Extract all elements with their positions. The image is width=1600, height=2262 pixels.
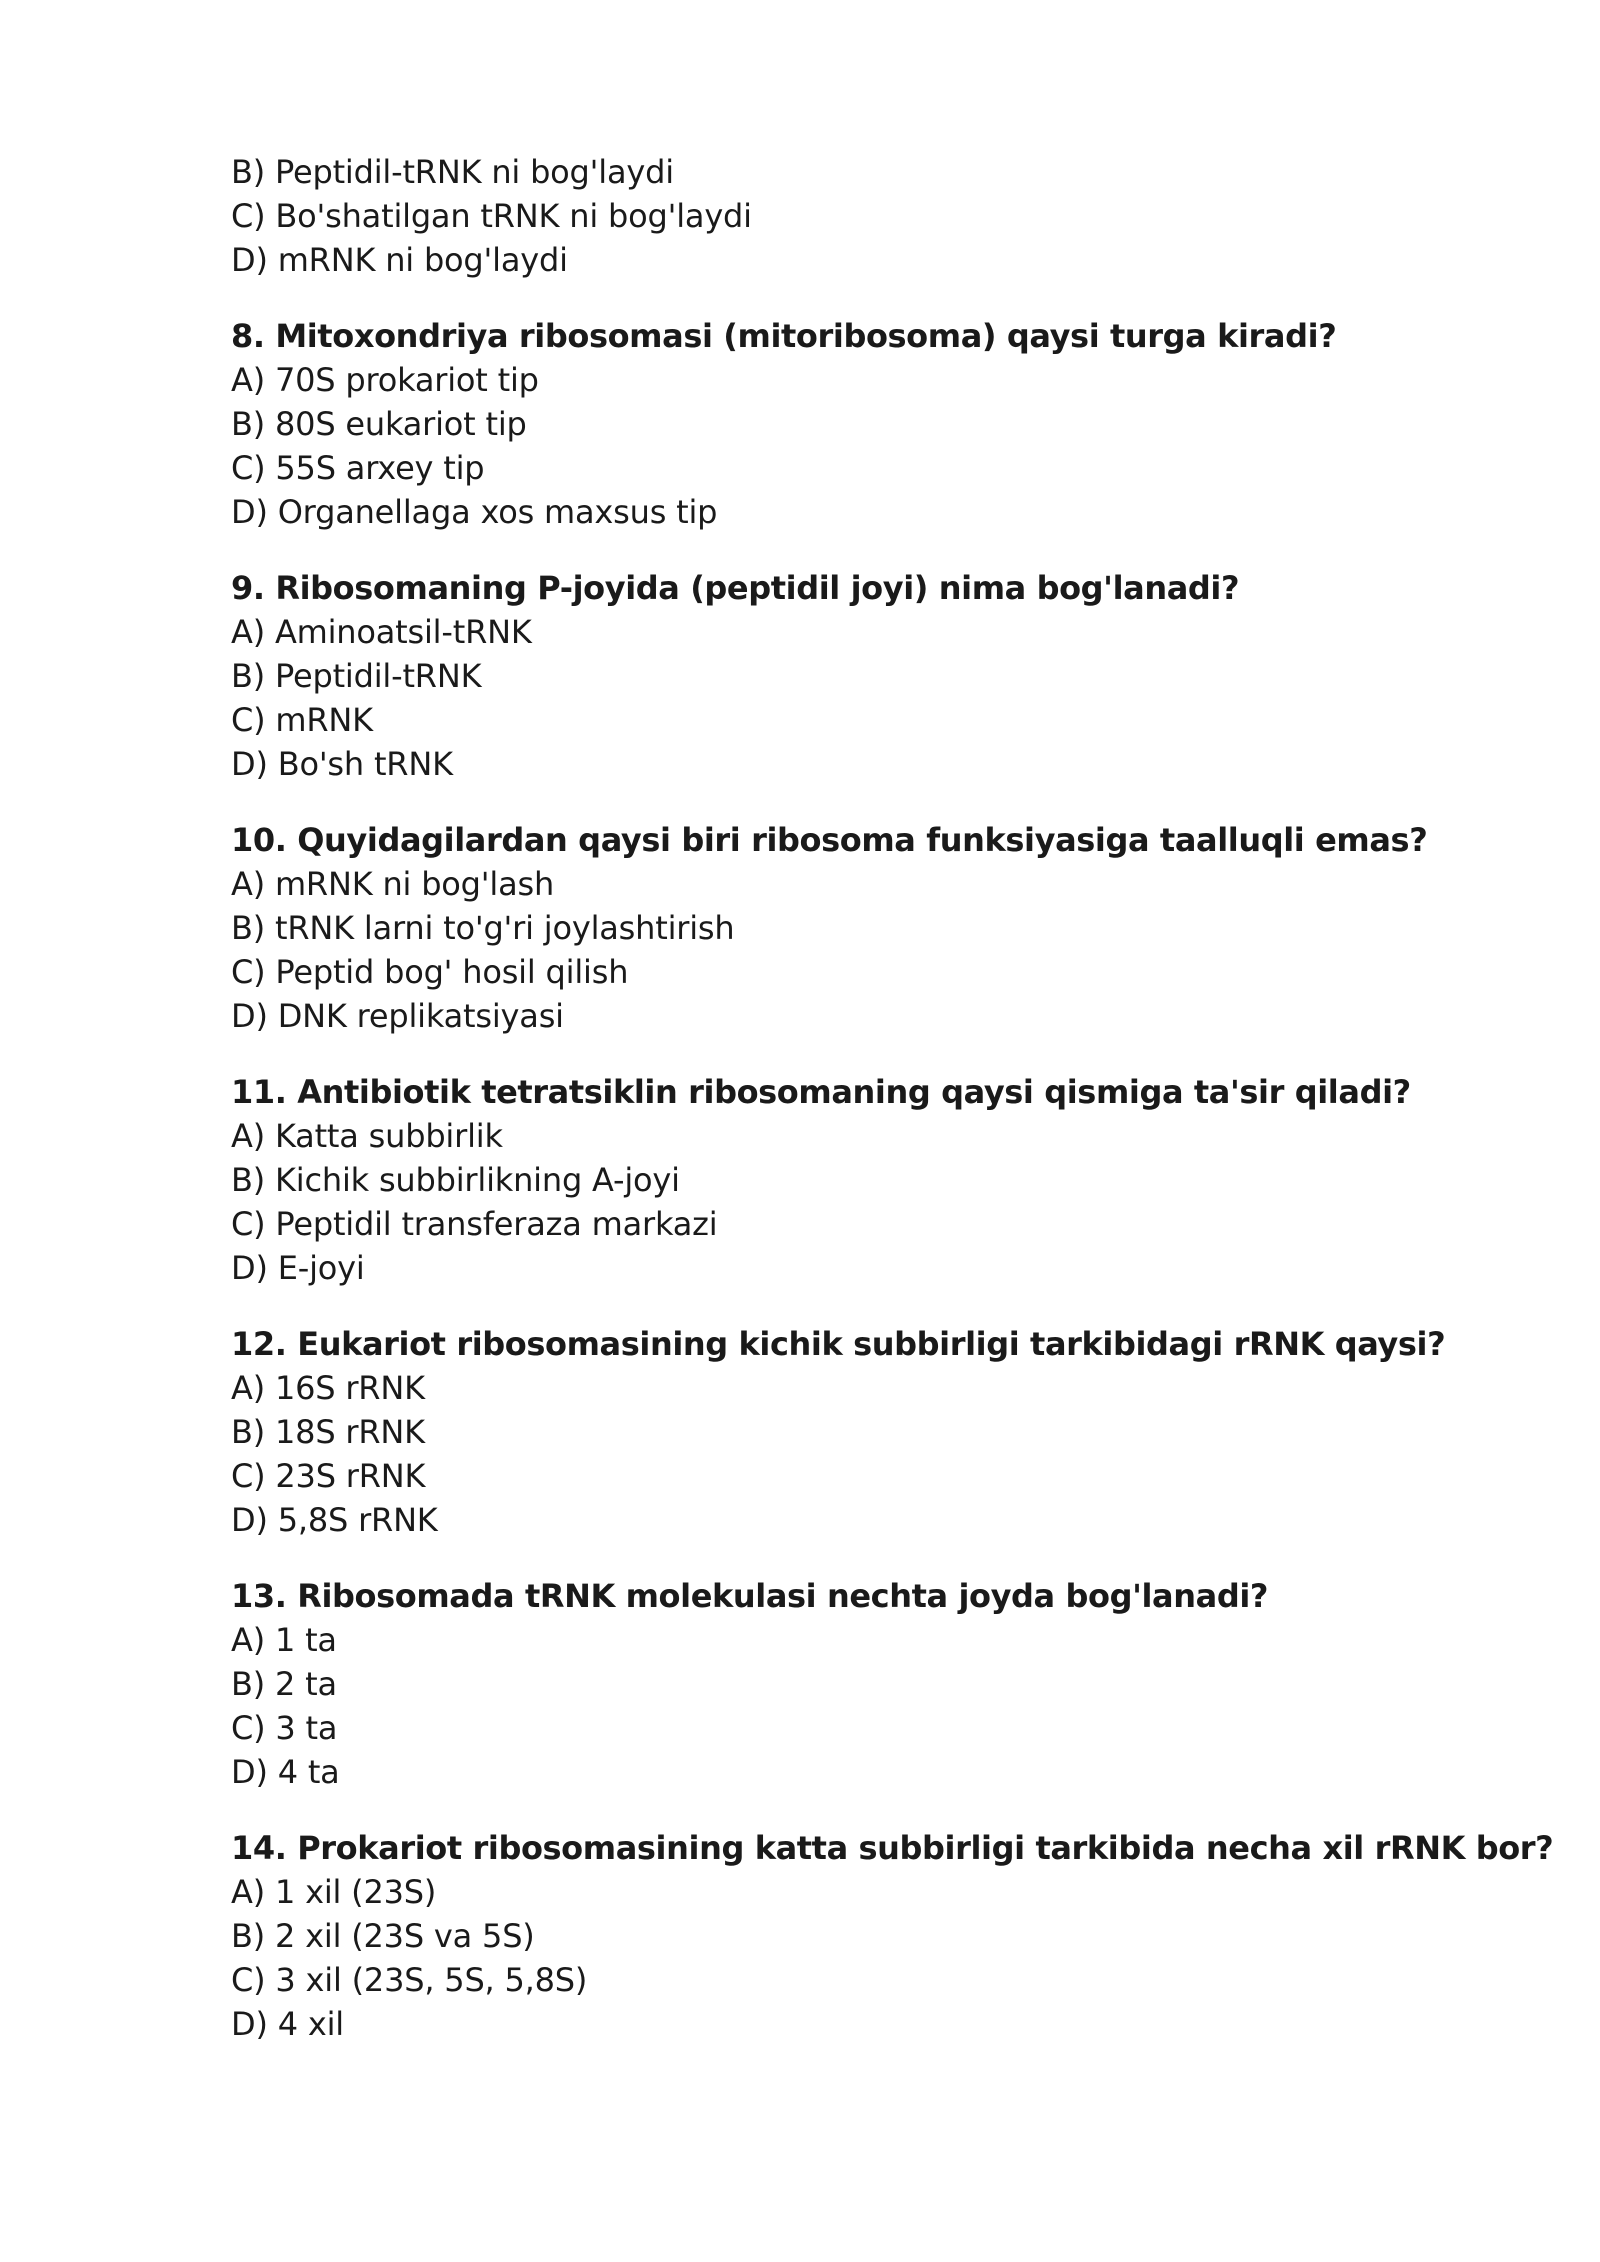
question-10 [231,818,1531,1038]
question-14 [231,1826,1554,2046]
option-a: A) 1 xil (23S) [231,1873,437,1911]
option-d: D) 5,8S rRNK [231,1501,438,1539]
option-b: B) 80S eukariot tip [231,405,527,443]
option-a: A) Aminoatsil-tRNK [231,613,532,651]
option-d: D) DNK replikatsiyasi [231,997,564,1035]
option-a: A) 16S rRNK [231,1369,425,1407]
option-d: D) Organellaga xos maxsus tip [231,493,718,531]
option-b: B) tRNK larni to'g'ri joylashtirish [231,909,735,947]
option-c: C) Peptid bog' hosil qilish [231,953,629,991]
question-12 [231,1322,1531,1542]
option-a: A) Katta subbirlik [231,1117,503,1155]
question-13 [231,1574,1531,1794]
question-title: 8. Mitoxondriya ribosomasi (mitoribosoma) qaysi turga kiradi? [231,317,1337,355]
question-7-continued [231,150,1531,282]
question-9 [231,566,1531,786]
question-title: 9. Ribosomaning P-joyida (peptidil joyi) nima bog'lanadi? [231,569,1240,607]
option-b: B) 2 xil (23S va 5S) [231,1917,535,1955]
question-title: 12. Eukariot ribosomasining kichik subbirligi tarkibidagi rRNK qaysi? [231,1325,1446,1363]
question-title: 10. Quyidagilardan qaysi biri ribosoma funksiyasiga taalluqli emas? [231,821,1428,859]
question-title: 14. Prokariot ribosomasining katta subbirligi tarkibida necha xil rRNK bor? [231,1829,1554,1867]
option-d: D) mRNK ni bog'laydi [231,241,568,279]
option-c: C) mRNK [231,701,373,739]
question-title: 13. Ribosomada tRNK molekulasi nechta joyda bog'lanadi? [231,1577,1269,1615]
option-d: D) E-joyi [231,1249,365,1287]
option-c: C) 3 xil (23S, 5S, 5,8S) [231,1961,588,1999]
option-b: B) Peptidil-tRNK ni bog'laydi [231,153,674,191]
option-c: C) Bo'shatilgan tRNK ni bog'laydi [231,197,752,235]
option-a: A) 70S prokariot tip [231,361,539,399]
option-b: B) 18S rRNK [231,1413,425,1451]
option-c: C) 3 ta [231,1709,338,1747]
option-a: A) mRNK ni bog'lash [231,865,555,903]
option-b: B) Peptidil-tRNK [231,657,482,695]
option-d: D) 4 xil [231,2005,344,2043]
question-8 [231,314,1531,534]
document-page [231,150,1554,2046]
option-a: A) 1 ta [231,1621,337,1659]
question-title: 11. Antibiotik tetratsiklin ribosomaning qaysi qismiga ta'sir qiladi? [231,1073,1411,1111]
question-11 [231,1070,1531,1290]
option-c: C) 23S rRNK [231,1457,426,1495]
option-d: D) 4 ta [231,1753,340,1791]
option-d: D) Bo'sh tRNK [231,745,453,783]
option-b: B) Kichik subbirlikning A-joyi [231,1161,680,1199]
option-b: B) 2 ta [231,1665,337,1703]
option-c: C) Peptidil transferaza markazi [231,1205,718,1243]
option-c: C) 55S arxey tip [231,449,485,487]
